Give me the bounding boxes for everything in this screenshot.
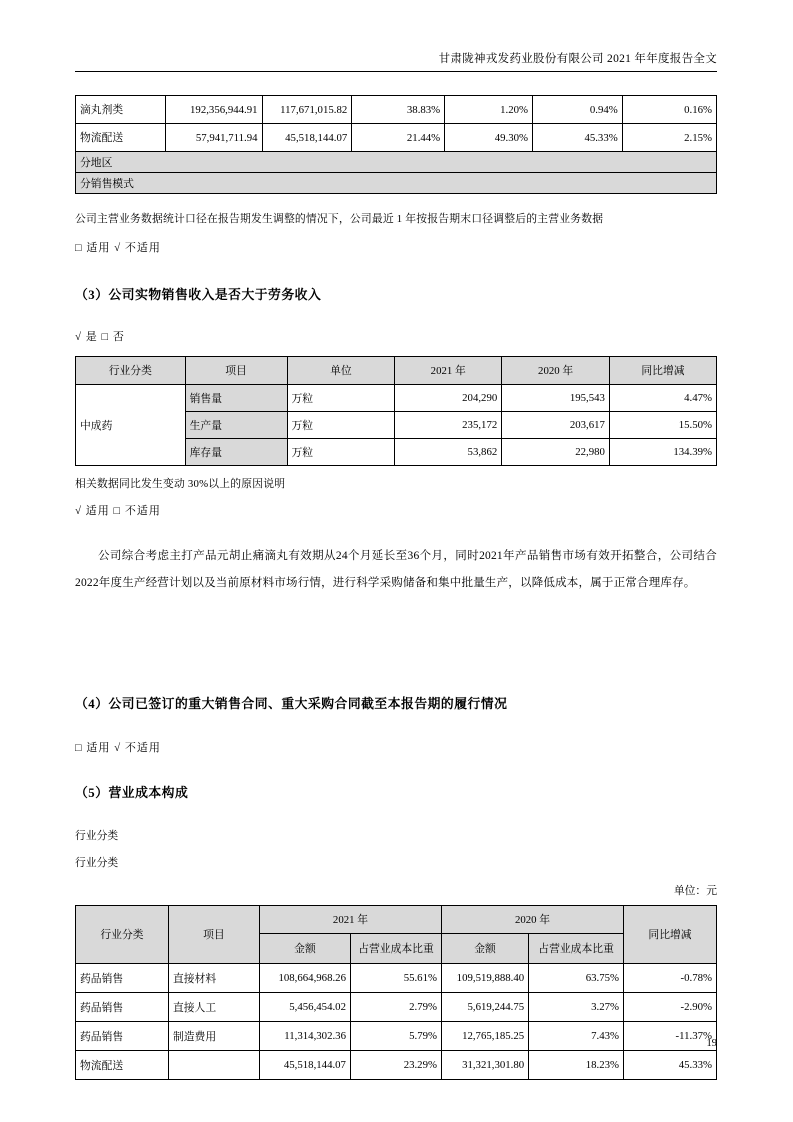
table-header-row	[76, 906, 717, 934]
cost-composition-table	[75, 905, 717, 1080]
ratio-2020-cell: 7.43%	[529, 1022, 624, 1051]
ratio-2021-cell: 23.29%	[350, 1051, 441, 1080]
table-row	[76, 964, 717, 993]
col-header-2021: 2021 年	[259, 906, 441, 934]
amount-2021-cell: 5,456,454.02	[259, 993, 350, 1022]
industry-classification-label: 行业分类	[75, 830, 119, 842]
industry-cell: 物流配送	[76, 1051, 169, 1080]
value-2020-cell: 195,543	[502, 385, 610, 412]
col-header-unit: 单位	[287, 357, 395, 385]
yoy-cell: -11.37%	[624, 1022, 717, 1051]
amount-2020-cell: 109,519,888.40	[441, 964, 528, 993]
row-label: 滴丸剂类	[76, 96, 166, 124]
unit-cell: 万粒	[287, 385, 395, 412]
cost-yoy-cell: 45.33%	[533, 124, 623, 152]
amount-2021-cell: 11,314,302.36	[259, 1022, 350, 1051]
yoy-cell: -0.78%	[624, 964, 717, 993]
item-cell: 销售量	[185, 385, 287, 412]
unit-label: 单位：元	[673, 885, 717, 897]
item-cell: 库存量	[185, 439, 287, 466]
table-row	[76, 993, 717, 1022]
page-header-title: 甘肃陇神戎发药业股份有限公司 2021 年年度报告全文	[438, 53, 717, 65]
amount-2021-cell: 45,518,144.07	[259, 1051, 350, 1080]
item-cell	[168, 1051, 259, 1080]
revenue-yoy-cell: 49.30%	[445, 124, 533, 152]
yoy-cell: 134.39%	[609, 439, 716, 466]
heading-section-3: （3）公司实物销售收入是否大于劳务收入	[75, 288, 322, 302]
heading-section-4: （4）公司已签订的重大销售合同、重大采购合同截至本报告期的履行情况	[75, 697, 508, 711]
value-2020-cell: 22,980	[502, 439, 610, 466]
ratio-2020-cell: 63.75%	[529, 964, 624, 993]
unit-cell: 万粒	[287, 439, 395, 466]
table-row	[76, 124, 717, 152]
yoy-cell: -2.90%	[624, 993, 717, 1022]
section-label: 分地区	[76, 152, 717, 173]
industry-cell: 药品销售	[76, 993, 169, 1022]
check-not-applicable-2: □ 适用 √ 不适用	[75, 742, 161, 754]
amount-2020-cell: 31,321,301.80	[441, 1051, 528, 1080]
ratio-2020-cell: 18.23%	[529, 1051, 624, 1080]
col-header-yoy: 同比增减	[609, 357, 716, 385]
value-2021-cell: 235,172	[395, 412, 502, 439]
col-header-2020: 2020 年	[502, 357, 610, 385]
col-header-ratio-2020: 占营业成本比重	[529, 934, 624, 964]
table-row	[76, 1022, 717, 1051]
col-header-industry: 行业分类	[76, 357, 186, 385]
col-header-item: 项目	[185, 357, 287, 385]
header-divider	[75, 71, 717, 72]
col-header-amount-2021: 金额	[259, 934, 350, 964]
col-header-yoy: 同比增减	[624, 906, 717, 964]
amount-2021-cell: 108,664,968.26	[259, 964, 350, 993]
ratio-2021-cell: 5.79%	[350, 1022, 441, 1051]
cost-cell: 117,671,015.82	[262, 96, 352, 124]
yoy-cell: 15.50%	[609, 412, 716, 439]
item-cell: 直接材料	[168, 964, 259, 993]
page-number: 19	[706, 1038, 717, 1049]
unit-cell: 万粒	[287, 412, 395, 439]
value-2021-cell: 204,290	[395, 385, 502, 412]
amount-2020-cell: 5,619,244.75	[441, 993, 528, 1022]
heading-section-5: （5）营业成本构成	[75, 786, 189, 800]
check-applicable: √ 适用 □ 不适用	[75, 505, 161, 517]
col-header-2021: 2021 年	[395, 357, 502, 385]
margin-yoy-cell: 2.15%	[622, 124, 716, 152]
check-not-applicable: □ 适用 √ 不适用	[75, 242, 161, 254]
main-business-table	[75, 95, 717, 194]
section-label: 分销售模式	[76, 173, 717, 194]
industry-classification-label: 行业分类	[75, 857, 119, 869]
revenue-yoy-cell: 1.20%	[445, 96, 533, 124]
ratio-2021-cell: 55.61%	[350, 964, 441, 993]
table-row	[76, 385, 717, 412]
item-cell: 直接人工	[168, 993, 259, 1022]
revenue-cell: 192,356,944.91	[165, 96, 262, 124]
note-change-reason: 相关数据同比发生变动 30%以上的原因说明	[75, 478, 286, 490]
ratio-2021-cell: 2.79%	[350, 993, 441, 1022]
industry-cell: 药品销售	[76, 964, 169, 993]
value-2021-cell: 53,862	[395, 439, 502, 466]
inventory-explanation-paragraph: 公司综合考虑主打产品元胡止痛滴丸有效期从24个月延长至36个月，同时2021年产品销售市场有效开拓整合，公司结合2022年度生产经营计划以及当前原材料市场行情，进行科学采购储备和集中批量生产，以降低成本，属于正常合理库存。	[75, 550, 717, 589]
industry-cell: 药品销售	[76, 1022, 169, 1051]
check-yes-no: √ 是 □ 否	[75, 331, 125, 343]
col-header-industry: 行业分类	[76, 906, 169, 964]
col-header-2020: 2020 年	[441, 906, 623, 934]
col-header-ratio-2021: 占营业成本比重	[350, 934, 441, 964]
table-header-row	[76, 357, 717, 385]
item-cell: 生产量	[185, 412, 287, 439]
table-row	[76, 1051, 717, 1080]
section-row-sales-mode	[76, 173, 717, 194]
margin-cell: 38.83%	[352, 96, 445, 124]
cost-yoy-cell: 0.94%	[533, 96, 623, 124]
row-label: 物流配送	[76, 124, 166, 152]
cost-cell: 45,518,144.07	[262, 124, 352, 152]
col-header-amount-2020: 金额	[441, 934, 528, 964]
note-adjustment: 公司主营业务数据统计口径在报告期发生调整的情况下，公司最近 1 年按报告期末口径调整后的主营业务数据	[75, 213, 604, 225]
section-row-region	[76, 152, 717, 173]
yoy-cell: 4.47%	[609, 385, 716, 412]
revenue-cell: 57,941,711.94	[165, 124, 262, 152]
ratio-2020-cell: 3.27%	[529, 993, 624, 1022]
margin-yoy-cell: 0.16%	[622, 96, 716, 124]
col-header-item: 项目	[168, 906, 259, 964]
industry-cell: 中成药	[76, 385, 186, 466]
margin-cell: 21.44%	[352, 124, 445, 152]
amount-2020-cell: 12,765,185.25	[441, 1022, 528, 1051]
physical-sales-table	[75, 356, 717, 466]
item-cell: 制造费用	[168, 1022, 259, 1051]
yoy-cell: 45.33%	[624, 1051, 717, 1080]
value-2020-cell: 203,617	[502, 412, 610, 439]
table-row	[76, 96, 717, 124]
